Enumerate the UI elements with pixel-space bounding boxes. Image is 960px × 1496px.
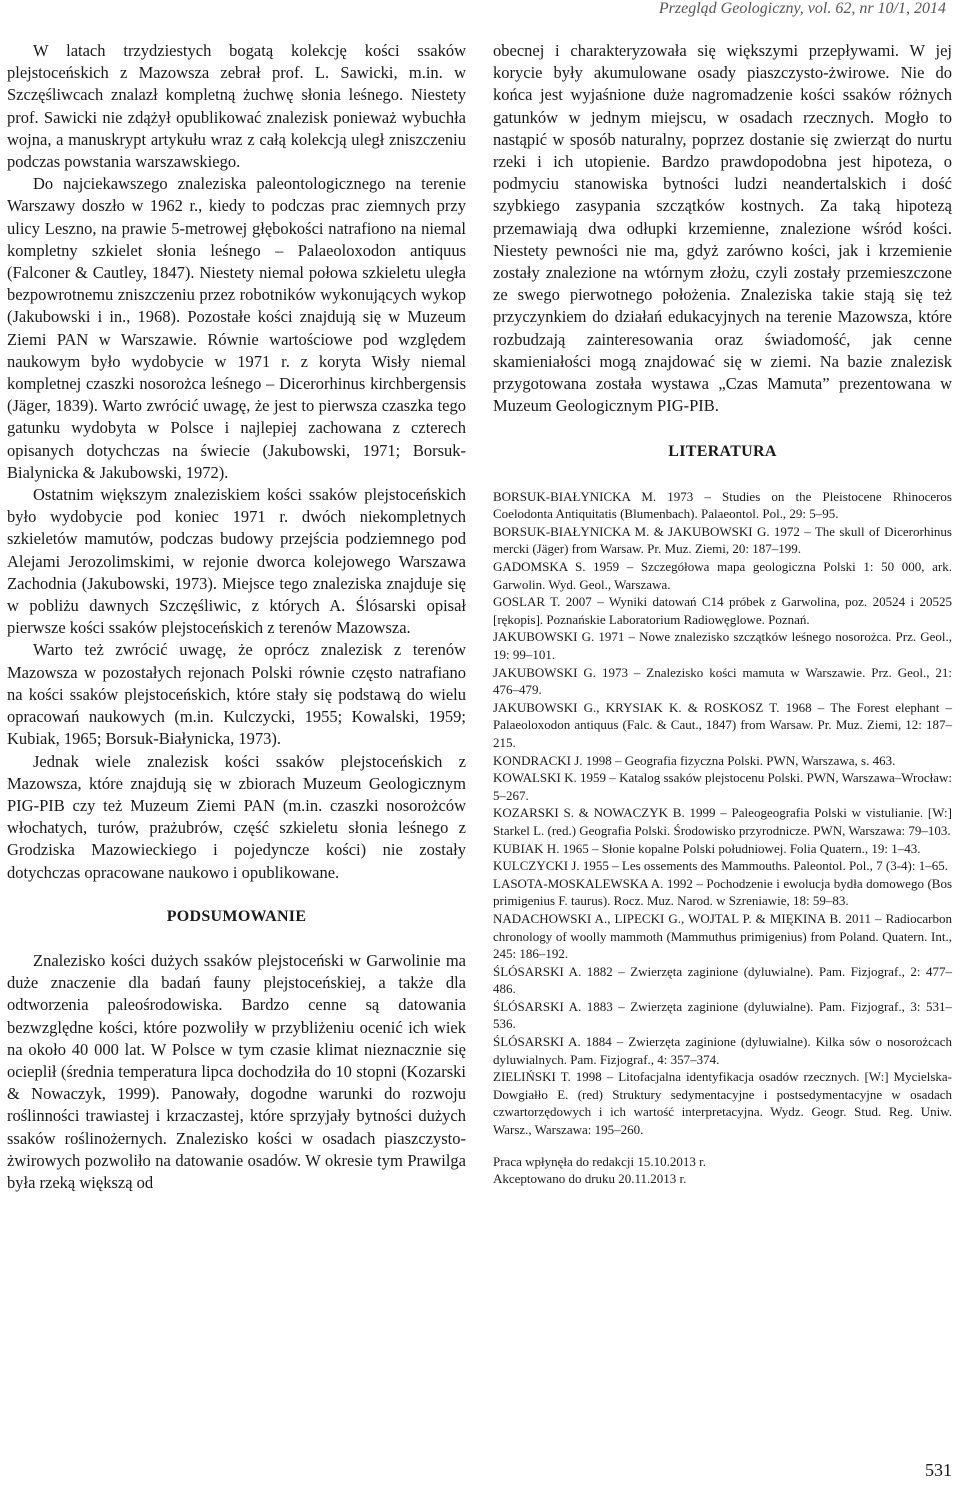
literature-heading: LITERATURA — [668, 443, 777, 461]
accepted-date: Akceptowano do druku 20.11.2013 r. — [493, 1171, 687, 1187]
reference: JAKUBOWSKI G. 1971 – Nowe znalezisko szczątków leśnego nosorożca. Prz. Geol., 19: 99–101. — [493, 629, 952, 662]
reference: ŚLÓSARSKI A. 1883 – Zwierzęta zaginione (dyluwialne). Pam. Fizjograf., 3: 531–536. — [493, 998, 952, 1032]
received-date: Praca wpłynęła do redakcji 15.10.2013 r. — [493, 1153, 706, 1169]
reference: GOSLAR T. 2007 – Wyniki datowań C14 próbek z Garwolina, poz. 20524 i 20525 [rękopis]. Poznańskie Laboratorium Radiowęglowe. Poznań. — [493, 594, 952, 627]
reference: ŚLÓSARSKI A. 1884 – Zwierzęta zaginione (dyluwialne). Kilka sów o nosorożcach dyluwialnych. Pam. Fizjograf., 4: 357–374. — [493, 1034, 952, 1067]
reference: ŚLÓSARSKI A. 1882 – Zwierzęta zaginione (dyluwialne). Pam. Fizjograf., 2: 477–486. — [493, 963, 952, 997]
reference: BORSUK-BIAŁYNICKA M. 1973 – Studies on the Pleistocene Rhinoceros Coelodonta Antiquitatis (Blumenbach). Palaeontol. Pol., 29: 5–95. — [493, 488, 952, 522]
editorial-notes — [493, 1153, 952, 1188]
reference: NADACHOWSKI A., LIPECKI G., WOJTAL P. & MIĘKINA B. 2011 – Radiocarbon chronology of woolly mammoth (Mammuthus primigenius) from Poland. Quatern. Int., 245: 186–192. — [493, 910, 952, 962]
reference: ZIELIŃSKI T. 1998 – Litofacjalna identyfikacja osadów rzecznych. [W:] Mycielska-Dowgiałło E. (red) Struktury sedymentacyjne i postsedymentacyjne w osadach czwartorzędowych i ich wartość interpretacyjna. Wydz. Geogr. Stud. Reg. Uniw. Warsz., Warszawa: 195–260. — [493, 1069, 952, 1138]
reference: JAKUBOWSKI G. 1973 – Znalezisko kości mamuta w Warszawie. Prz. Geol., 21: 476–479. — [493, 664, 952, 698]
reference: KOZARSKI S. & NOWACZYK B. 1999 – Paleogeografia Polski w vistulianie. [W:] Starkel L. (red.) Geografia Polski. Środowisko przyrodnicze. PWN, Warszawa: 79–103. — [493, 805, 952, 838]
summary-heading: PODSUMOWANIE — [166, 907, 307, 925]
reference: GADOMSKA S. 1959 – Szczegółowa mapa geologiczna Polski 1: 50 000, ark. Garwolin. Wyd. Geol., Warszawa. — [493, 559, 952, 592]
reference-list — [493, 488, 952, 1139]
paragraph: Ostatnim większym znaleziskiem kości ssaków plejstoceńskich było wydobycie pod koniec 1971 r. dwóch niekompletnych szkieletów mamutów, podczas budowy przejścia podziemnego pod Alejami Jerozolimskimi, w rejonie dworca kolejowego Warszawa Zachodnia (Jakubowski, 1973). Miejsce tego znaleziska znajduje się w pobliżu dawnych Szczęśliwic, z których A. Ślósarski opisał pierwsze kości ssaków plejstoceńskich z terenów Mazowsza. — [7, 485, 466, 638]
reference: JAKUBOWSKI G., KRYSIAK K. & ROSKOSZ T. 1968 – The Forest elephant – Palaeoloxodon antiquus (Falc. & Caut., 1847) from Warsaw. Pr. Muz. Ziemi, 12: 187–215. — [493, 699, 952, 750]
running-title: Przegląd Geologiczny, vol. 62, nr 10/1, 2014 — [658, 0, 946, 17]
reference: LASOTA-MOSKALEWSKA A. 1992 – Pochodzenie i ewolucja bydła domowego (Bos primigenius F. taurus). Rocz. Muz. Narod. w Szreniawie, 18: 59–83. — [493, 875, 952, 909]
paragraph: Do najciekawszego znaleziska paleontologicznego na terenie Warszawy doszło w 1962 r., kiedy to podczas prac ziemnych przy ulicy Leszno, na prawie 5-metrowej głębokości natrafiono na niemal kompletny szkielet słonia leśnego – Palaeoloxodon antiquus (Falconer & Cautley, 1847). Niestety niemal połowa szkieletu uległa bezpowrotnemu zniszczeniu przez robotników wykonujących wykop (Jakubowski i in., 1968). Pozostałe kości znajdują się w Muzeum Ziemi PAN w Warszawie. Równie wartościowe pod względem naukowym było wydobycie w 1971 r. z koryta Wisły niemal kompletnej czaszki nosorożca leśnego – Dicerorhinus kirchbergensis (Jäger, 1839). Warto zwrócić uwagę, że jest to pierwsza czaszka tego gatunku wydobyta w Polsce i najlepiej zachowana z czterech opisanych dotychczas na świecie (Jakubowski, 1971; Borsuk-Bialynicka & Jakubowski, 1972). — [7, 174, 466, 482]
reference: KULCZYCKI J. 1955 – Les ossements des Mammouths. Paleontol. Pol., 7 (3-4): 1–65. — [493, 858, 948, 874]
summary-paragraph: Znalezisko kości dużych ssaków plejstoceński w Garwolinie ma duże znaczenie dla badań fauny plejstoceńskiej, a także dla odtworzenia paleośrodowiska. Bardzo cenne są datowania bezwzględne kości, które pozwoliły w przybliżeniu ocenić ich wiek na około 40 000 lat. W Polsce w tym czasie klimat nieznacznie się ocieplił (średnia temperatura lipca dochodziła do 10 stopni (Kozarski & Nowaczyk, 1999). Panowały, dogodne warunki do rozwoju roślinności trawiastej i krzaczastej, które sprzyjały bytności dużych ssaków roślinożernych. Znalezisko kości w osadach piaszczysto-żwirowych pozwoliło na datowanie osadów. W okresie tym Prawilga była rzeką większą od — [7, 950, 466, 1192]
page-number: 531 — [925, 1460, 952, 1480]
reference: BORSUK-BIAŁYNICKA M. & JAKUBOWSKI G. 1972 – The skull of Dicerorhinus mercki (Jäger) from Warsaw. Pr. Muz. Ziemi, 20: 187–199. — [493, 523, 952, 557]
reference: KOWALSKI K. 1959 – Katalog ssaków plejstocenu Polski. PWN, Warszawa–Wrocław: 5–267. — [493, 770, 952, 803]
paragraph: Warto też zwrócić uwagę, że oprócz znalezisk z terenów Mazowsza w pozostałych rejonach Polski równie często natrafiano na kości ssaków plejstoceńskich, które stały się podstawą do wielu opracowań naukowych (m.in. Kulczycki, 1955; Kowalski, 1959; Kubiak, 1965; Borsuk-Białynicka, 1973). — [7, 640, 466, 749]
left-column — [7, 40, 466, 1194]
right-column — [493, 40, 952, 1188]
paragraph: W latach trzydziestych bogatą kolekcję kości ssaków plejstoceńskich z Mazowsza zebrał prof. L. Sawicki, m.in. w Szczęśliwcach znalazł kompletną żuchwę słonia leśnego. Niestety prof. Sawicki nie zdążył opublikować znalezisk ponieważ wybuchła wojna, a manuskrypt artykułu wraz z całą kolekcją uległ zniszczeniu podczas powstania warszawskiego. — [7, 41, 466, 172]
reference: KUBIAK H. 1965 – Słonie kopalne Polski południowej. Folia Quatern., 19: 1–43. — [493, 840, 921, 856]
continuation-paragraph: obecnej i charakteryzowała się większymi przepływami. W jej korycie były akumulowane osady piaszczysto-żwirowe. Nie do końca jest wyjaśnione duże nagromadzenie kości ssaków różnych gatunków w jednym miejscu, w osadach rzecznych. Mogło to nastąpić w sposób naturalny, poprzez dostanie się zwierząt do nurtu rzeki i ich utopienie. Bardzo prawdopodobna jest hipoteza, o podmyciu stanowiska bytności ludzi neandertalskich i dość szybkiego zasypania szczątków kostnych. Za taką hipotezą przemawiają dwa odłupki krzemienne, znalezione wśród kości. Niestety pewności nie ma, gdyż zarówno kości, jak i krzemienie zostały znalezione na wtórnym złożu, czyli zostały przemieszczone ze swego pierwotnego położenia. Znaleziska takie stają się też przyczynkiem do działań edukacyjnych na terenie Mazowsza, które rozbudzają zainteresowania oraz świadomość, jak cenne skamieniałości mogą znajdować się w ziemi. Na bazie znalezisk przygotowana została wystawa „Czas Mamuta” prezentowana w Muzeum Geologicznym PIG-PIB. — [493, 41, 952, 416]
paragraph: Jednak wiele znalezisk kości ssaków plejstoceńskich z Mazowsza, które znajdują się w zbiorach Muzeum Geologicznym PIG-PIB czy też Muzeum Ziemi PAN (m.in. czaszki nosorożców włochatych, turów, prażubrów, część szkieletu słonia leśnego z Grodziska Mazowieckiego i pojedyncze kości) nie zostały dotychczas opracowane naukowo i opublikowane. — [7, 751, 466, 882]
reference: KONDRACKI J. 1998 – Geografia fizyczna Polski. PWN, Warszawa, s. 463. — [493, 752, 896, 768]
